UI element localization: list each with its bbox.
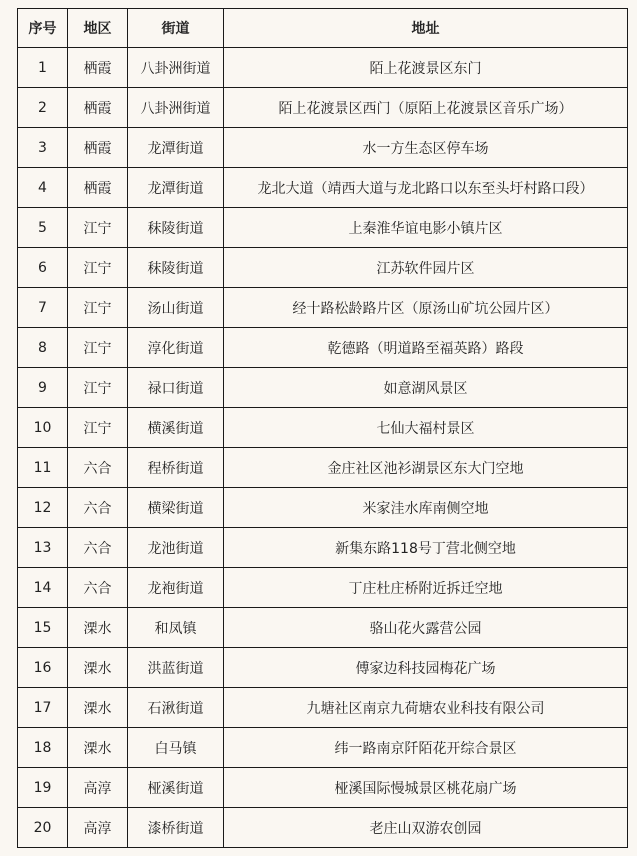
cell-serial-number: 5 <box>18 208 68 248</box>
cell-district: 溧水 <box>68 728 128 768</box>
cell-address: 金庄社区池衫湖景区东大门空地 <box>224 448 628 488</box>
cell-serial-number: 8 <box>18 328 68 368</box>
cell-street: 洪蓝街道 <box>128 648 224 688</box>
cell-address: 水一方生态区停车场 <box>224 128 628 168</box>
table-row <box>18 128 628 168</box>
cell-address: 上秦淮华谊电影小镇片区 <box>224 208 628 248</box>
cell-address: 桠溪国际慢城景区桃花扇广场 <box>224 768 628 808</box>
cell-district: 栖霞 <box>68 88 128 128</box>
cell-district: 六合 <box>68 488 128 528</box>
cell-address: 陌上花渡景区东门 <box>224 48 628 88</box>
cell-address: 江苏软件园片区 <box>224 248 628 288</box>
table-row <box>18 448 628 488</box>
cell-address: 经十路松龄路片区（原汤山矿坑公园片区） <box>224 288 628 328</box>
cell-serial-number: 19 <box>18 768 68 808</box>
cell-serial-number: 20 <box>18 808 68 848</box>
cell-address: 九塘社区南京九荷塘农业科技有限公司 <box>224 688 628 728</box>
header-serial-number: 序号 <box>18 9 68 48</box>
cell-address: 龙北大道（靖西大道与龙北路口以东至头圩村路口段） <box>224 168 628 208</box>
cell-serial-number: 2 <box>18 88 68 128</box>
cell-district: 栖霞 <box>68 48 128 88</box>
cell-serial-number: 6 <box>18 248 68 288</box>
table-row <box>18 608 628 648</box>
cell-street: 秣陵街道 <box>128 208 224 248</box>
cell-street: 秣陵街道 <box>128 248 224 288</box>
cell-district: 高淳 <box>68 808 128 848</box>
cell-serial-number: 9 <box>18 368 68 408</box>
table-row <box>18 208 628 248</box>
cell-district: 栖霞 <box>68 128 128 168</box>
cell-serial-number: 17 <box>18 688 68 728</box>
cell-address: 陌上花渡景区西门（原陌上花渡景区音乐广场） <box>224 88 628 128</box>
table-row <box>18 488 628 528</box>
cell-street: 龙潭街道 <box>128 128 224 168</box>
cell-address: 傅家边科技园梅花广场 <box>224 648 628 688</box>
cell-street: 石湫街道 <box>128 688 224 728</box>
cell-district: 六合 <box>68 568 128 608</box>
cell-street: 汤山街道 <box>128 288 224 328</box>
header-district: 地区 <box>68 9 128 48</box>
cell-serial-number: 18 <box>18 728 68 768</box>
table-row <box>18 408 628 448</box>
cell-serial-number: 16 <box>18 648 68 688</box>
cell-address: 乾德路（明道路至福英路）路段 <box>224 328 628 368</box>
table-row <box>18 528 628 568</box>
cell-serial-number: 13 <box>18 528 68 568</box>
cell-address: 丁庄杜庄桥附近拆迁空地 <box>224 568 628 608</box>
cell-street: 八卦洲街道 <box>128 88 224 128</box>
cell-address: 骆山花火露营公园 <box>224 608 628 648</box>
cell-district: 溧水 <box>68 608 128 648</box>
cell-street: 程桥街道 <box>128 448 224 488</box>
cell-serial-number: 12 <box>18 488 68 528</box>
cell-district: 江宁 <box>68 368 128 408</box>
cell-serial-number: 1 <box>18 48 68 88</box>
cell-district: 溧水 <box>68 688 128 728</box>
table-row <box>18 248 628 288</box>
cell-street: 横梁街道 <box>128 488 224 528</box>
cell-district: 江宁 <box>68 288 128 328</box>
table-row <box>18 728 628 768</box>
cell-serial-number: 4 <box>18 168 68 208</box>
table-row <box>18 768 628 808</box>
cell-street: 横溪街道 <box>128 408 224 448</box>
table-row <box>18 88 628 128</box>
cell-district: 六合 <box>68 448 128 488</box>
table-body <box>18 48 628 848</box>
cell-address: 新集东路118号丁营北侧空地 <box>224 528 628 568</box>
cell-district: 江宁 <box>68 248 128 288</box>
table-row <box>18 648 628 688</box>
cell-serial-number: 10 <box>18 408 68 448</box>
cell-address: 米家洼水库南侧空地 <box>224 488 628 528</box>
cell-district: 六合 <box>68 528 128 568</box>
header-row <box>18 9 628 48</box>
table-row <box>18 688 628 728</box>
cell-street: 八卦洲街道 <box>128 48 224 88</box>
cell-serial-number: 7 <box>18 288 68 328</box>
cell-district: 栖霞 <box>68 168 128 208</box>
table-row <box>18 48 628 88</box>
cell-street: 淳化街道 <box>128 328 224 368</box>
cell-serial-number: 3 <box>18 128 68 168</box>
cell-district: 高淳 <box>68 768 128 808</box>
cell-address: 如意湖风景区 <box>224 368 628 408</box>
cell-address: 纬一路南京阡陌花开综合景区 <box>224 728 628 768</box>
table-row <box>18 808 628 848</box>
table-row <box>18 368 628 408</box>
cell-district: 江宁 <box>68 208 128 248</box>
table-row <box>18 288 628 328</box>
header-address: 地址 <box>224 9 628 48</box>
cell-serial-number: 14 <box>18 568 68 608</box>
cell-street: 桠溪街道 <box>128 768 224 808</box>
table-row <box>18 328 628 368</box>
cell-street: 龙池街道 <box>128 528 224 568</box>
cell-serial-number: 15 <box>18 608 68 648</box>
cell-street: 和凤镇 <box>128 608 224 648</box>
cell-street: 漆桥街道 <box>128 808 224 848</box>
cell-district: 溧水 <box>68 648 128 688</box>
cell-serial-number: 11 <box>18 448 68 488</box>
table-row <box>18 168 628 208</box>
cell-address: 七仙大福村景区 <box>224 408 628 448</box>
cell-street: 白马镇 <box>128 728 224 768</box>
header-street: 街道 <box>128 9 224 48</box>
cell-district: 江宁 <box>68 328 128 368</box>
location-table <box>17 8 628 848</box>
cell-street: 龙潭街道 <box>128 168 224 208</box>
cell-address: 老庄山双游农创园 <box>224 808 628 848</box>
cell-district: 江宁 <box>68 408 128 448</box>
table-row <box>18 568 628 608</box>
cell-street: 龙袍街道 <box>128 568 224 608</box>
cell-street: 禄口街道 <box>128 368 224 408</box>
